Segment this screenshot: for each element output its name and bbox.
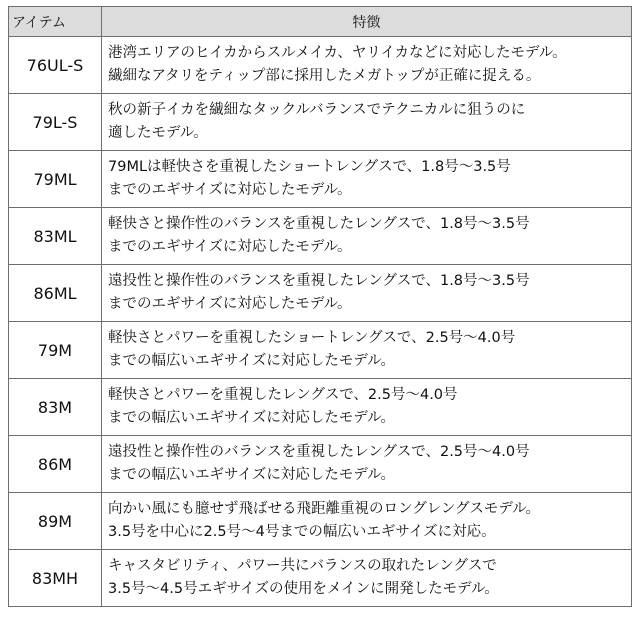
row-feature (102, 493, 632, 550)
feature-line: 79MLは軽快さを重視したショートレングスで、1.8号～3.5号 (108, 159, 511, 175)
feature-line: までのエギサイズに対応したモデル。 (108, 239, 352, 255)
table-row (9, 151, 632, 208)
table-row (9, 265, 632, 322)
row-item: 86M (9, 436, 102, 493)
row-item: 83ML (9, 208, 102, 265)
feature-line: 繊細なアタリをティップ部に採用したメガトップが正確に捉える。 (108, 68, 541, 84)
table-row (9, 37, 632, 94)
table-row (9, 493, 632, 550)
feature-line: までのエギサイズに対応したモデル。 (108, 296, 352, 312)
row-item: 79ML (9, 151, 102, 208)
row-feature (102, 151, 632, 208)
table-row (9, 379, 632, 436)
row-feature (102, 37, 632, 94)
row-item: 76UL-S (9, 37, 102, 94)
feature-line: 3.5号～4.5号エギサイズの使用をメインに開発したモデル。 (108, 581, 499, 597)
feature-line: 遠投性と操作性のバランスを重視したレングスで、2.5号～4.0号 (108, 444, 530, 460)
feature-line: 向かい風にも臆せず飛ばせる飛距離重視のロングレングスモデル。 (108, 501, 541, 517)
feature-line: キャスタビリティ、パワー共にバランスの取れたレングスで (108, 558, 497, 574)
table-row (9, 322, 632, 379)
table-row (9, 208, 632, 265)
table-row (9, 436, 632, 493)
row-item: 86ML (9, 265, 102, 322)
table-header-row (9, 7, 632, 37)
table-row (9, 94, 632, 151)
feature-line: までの幅広いエギサイズに対応したモデル。 (108, 353, 395, 369)
row-feature (102, 265, 632, 322)
header-feature: 特徴 (102, 7, 632, 37)
row-item: 89M (9, 493, 102, 550)
row-feature (102, 550, 632, 607)
feature-line: までの幅広いエギサイズに対応したモデル。 (108, 410, 395, 426)
row-feature (102, 436, 632, 493)
header-item: アイテム (9, 7, 102, 37)
row-item: 79M (9, 322, 102, 379)
row-feature (102, 379, 632, 436)
row-item: 83MH (9, 550, 102, 607)
row-feature (102, 94, 632, 151)
feature-line: 適したモデル。 (108, 125, 208, 141)
feature-line: 軽快さとパワーを重視したレングスで、2.5号～4.0号 (108, 387, 458, 403)
feature-line: までのエギサイズに対応したモデル。 (108, 182, 352, 198)
row-item: 83M (9, 379, 102, 436)
feature-line: までの幅広いエギサイズに対応したモデル。 (108, 467, 395, 483)
feature-line: 軽快さとパワーを重視したショートレングスで、2.5号～4.0号 (108, 330, 516, 346)
spec-table (8, 6, 632, 607)
row-feature (102, 208, 632, 265)
feature-line: 秋の新子イカを繊細なタックルバランスでテクニカルに狙うのに (108, 102, 526, 118)
feature-line: 軽快さと操作性のバランスを重視したレングスで、1.8号～3.5号 (108, 216, 530, 232)
row-item: 79L-S (9, 94, 102, 151)
feature-line: 3.5号を中心に2.5号～4号までの幅広いエギサイズに対応。 (108, 524, 496, 540)
feature-line: 遠投性と操作性のバランスを重視したレングスで、1.8号～3.5号 (108, 273, 530, 289)
table-row (9, 550, 632, 607)
row-feature (102, 322, 632, 379)
feature-line: 港湾エリアのヒイカからスルメイカ、ヤリイカなどに対応したモデル。 (108, 45, 567, 61)
